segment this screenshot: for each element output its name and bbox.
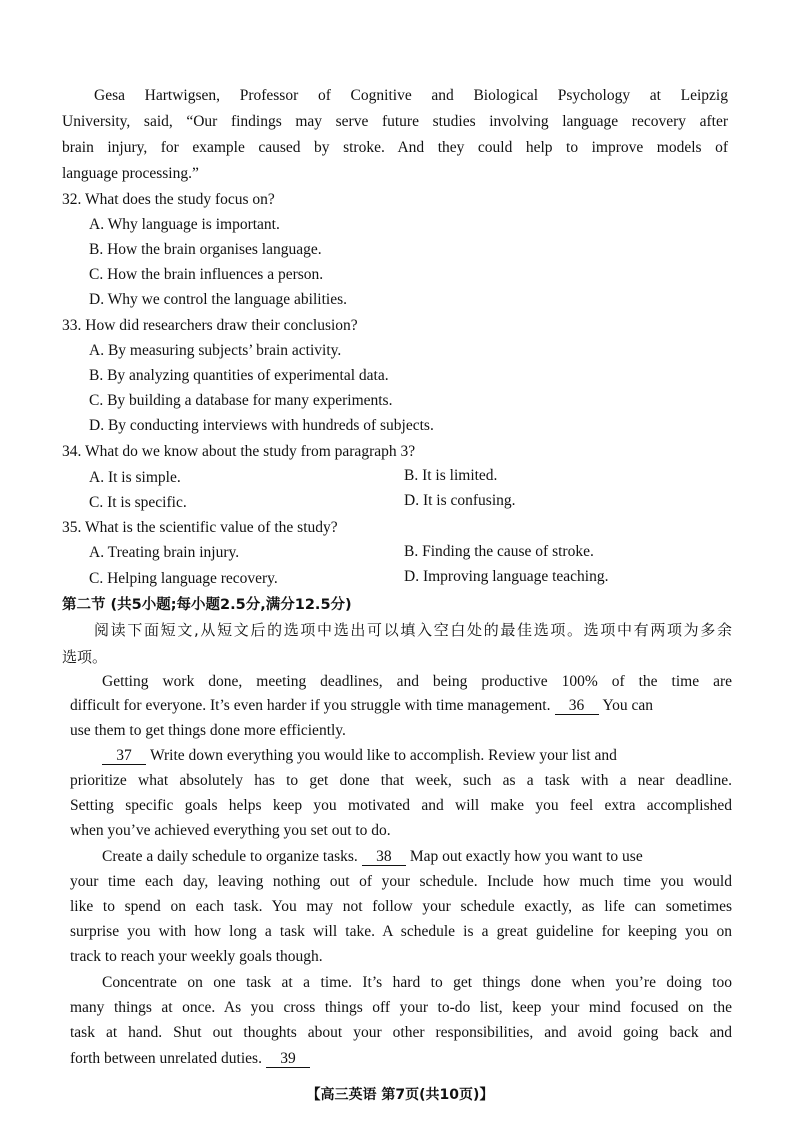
question-35-stem: 35. What is the scientific value of the study? <box>62 519 338 536</box>
article-p2-line-1-text: Write down everything you would like to accomplish. Review your list and <box>150 747 617 764</box>
question-32-option-b: B. How the brain organises language. <box>89 241 322 258</box>
article-p2-line-3: Setting specific goals helps keep you motivated and will make you feel extra accomplished <box>70 797 732 814</box>
passage-line-1: Gesa Hartwigsen, Professor of Cognitive and Biological Psychology at Leipzig <box>94 87 728 104</box>
question-33-option-c: C. By building a database for many experiments. <box>89 392 393 409</box>
article-p3-line-1-text: Create a daily schedule to organize tasks. <box>102 848 358 865</box>
blank-39[interactable]: 39 <box>266 1051 310 1068</box>
article-p4-line-4-text: forth between unrelated duties. <box>70 1050 262 1067</box>
article-p3-line-4: surprise you with how long a task will take. A schedule is a great guideline for keeping you on <box>70 923 732 940</box>
question-34-option-b: B. It is limited. <box>404 467 498 484</box>
article-p3-line-1-tail: Map out exactly how you want to use <box>409 848 643 865</box>
article-p3-line-1 <box>102 847 643 867</box>
section-instruction-line-2: 选项。 <box>62 648 108 666</box>
article-p1-line-2-tail: You can <box>602 697 654 714</box>
article-p2-line-1 <box>102 746 617 766</box>
article-p1-line-2-text: difficult for everyone. It’s even harder if you struggle with time management. <box>70 697 551 714</box>
passage-line-2: University, said, “Our findings may serve future studies involving language recovery after <box>62 113 728 130</box>
article-p4-line-2: many things at once. As you cross things off your to-do list, keep your mind focused on the <box>70 999 732 1016</box>
question-33-stem: 33. How did researchers draw their conclusion? <box>62 317 358 334</box>
question-34-option-c: C. It is specific. <box>89 494 187 511</box>
section-heading: 第二节 (共5小题;每小题2.5分,满分12.5分) <box>62 597 352 613</box>
question-33-option-a: A. By measuring subjects’ brain activity. <box>89 342 342 359</box>
passage-line-3: brain injury, for example caused by stroke. And they could help to improve models of <box>62 139 728 156</box>
article-p4-line-1: Concentrate on one task at a time. It’s hard to get things done when you’re doing too <box>102 974 732 991</box>
section-instruction-line-1: 阅读下面短文,从短文后的选项中选出可以填入空白处的最佳选项。选项中有两项为多余 <box>94 621 732 639</box>
question-35-option-c: C. Helping language recovery. <box>89 570 278 587</box>
question-35-option-b: B. Finding the cause of stroke. <box>404 543 594 560</box>
blank-37[interactable]: 37 <box>102 748 146 765</box>
passage-line-4: language processing.” <box>62 165 199 182</box>
blank-36[interactable]: 36 <box>555 698 599 715</box>
blank-38[interactable]: 38 <box>362 849 406 866</box>
article-p4-line-4 <box>70 1049 314 1069</box>
question-34-option-d: D. It is confusing. <box>404 492 516 509</box>
question-33-option-d: D. By conducting interviews with hundreds of subjects. <box>89 417 434 434</box>
article-p1-line-3: use them to get things done more efficiently. <box>70 722 346 739</box>
article-p3-line-5: track to reach your weekly goals though. <box>70 948 323 965</box>
article-p1-line-1: Getting work done, meeting deadlines, and being productive 100% of the time are <box>102 673 732 690</box>
article-p2-line-2: prioritize what absolutely has to get done that week, such as a task with a near deadline. <box>70 772 732 789</box>
question-32-option-a: A. Why language is important. <box>89 216 280 233</box>
question-32-option-d: D. Why we control the language abilities. <box>89 291 347 308</box>
article-p3-line-2: your time each day, leaving nothing out of your schedule. Include how much time you would <box>70 873 732 890</box>
question-32-option-c: C. How the brain influences a person. <box>89 266 324 283</box>
article-p1-line-2 <box>70 696 653 716</box>
question-32-stem: 32. What does the study focus on? <box>62 191 275 208</box>
question-33-option-b: B. By analyzing quantities of experimental data. <box>89 367 389 384</box>
article-p3-line-3: like to spend on each task. You may not follow your schedule exactly, as life can sometimes <box>70 898 732 915</box>
article-p4-line-3: task at hand. Shut out thoughts about your other responsibilities, and avoid going back and <box>70 1024 732 1041</box>
question-34-stem: 34. What do we know about the study from paragraph 3? <box>62 443 416 460</box>
page-footer: 【高三英语 第7页(共10页)】 <box>306 1087 494 1103</box>
question-35-option-a: A. Treating brain injury. <box>89 544 240 561</box>
question-34-option-a: A. It is simple. <box>89 469 181 486</box>
article-p2-line-4: when you’ve achieved everything you set out to do. <box>70 822 391 839</box>
question-35-option-d: D. Improving language teaching. <box>404 568 609 585</box>
